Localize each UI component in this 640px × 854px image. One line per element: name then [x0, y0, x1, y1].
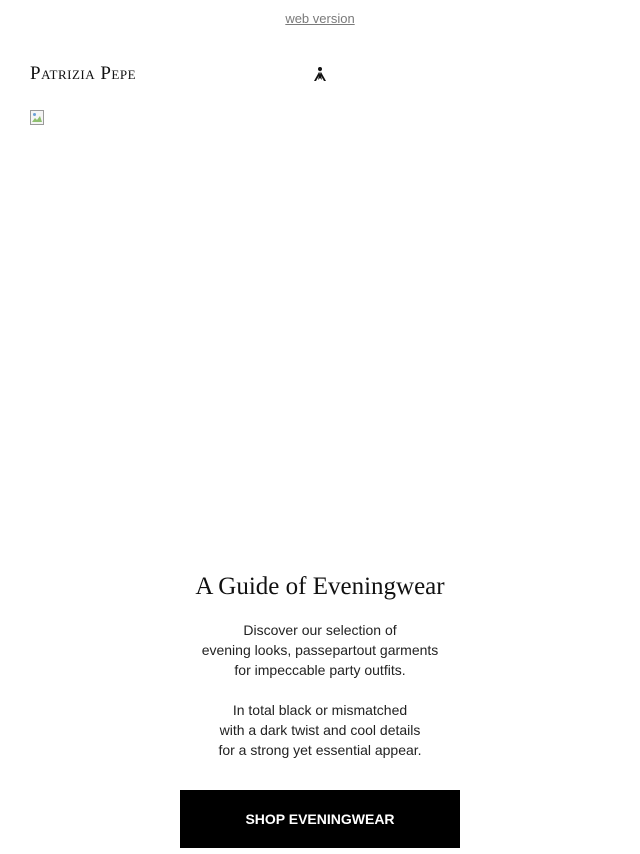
intro-line: evening looks, passepartout garments [201, 642, 439, 658]
web-version-bar [0, 11, 640, 27]
brand-logo[interactable]: Patrizia Pepe [30, 63, 137, 84]
shop-eveningwear-button[interactable]: SHOP EVENINGWEAR [180, 790, 460, 848]
detail-line: for a strong yet essential appear. [218, 742, 422, 758]
detail-paragraph [0, 700, 640, 760]
intro-paragraph [0, 620, 640, 680]
intro-line: Discover our selection of [243, 622, 397, 638]
page-headline: A Guide of Eveningwear [195, 573, 445, 600]
broken-image-icon [30, 110, 46, 126]
fly-icon [313, 66, 327, 82]
detail-line: In total black or mismatched [232, 702, 408, 718]
web-version-link[interactable]: web version [285, 11, 355, 26]
intro-line: for impeccable party outfits. [234, 662, 406, 678]
detail-line: with a dark twist and cool details [219, 722, 421, 738]
